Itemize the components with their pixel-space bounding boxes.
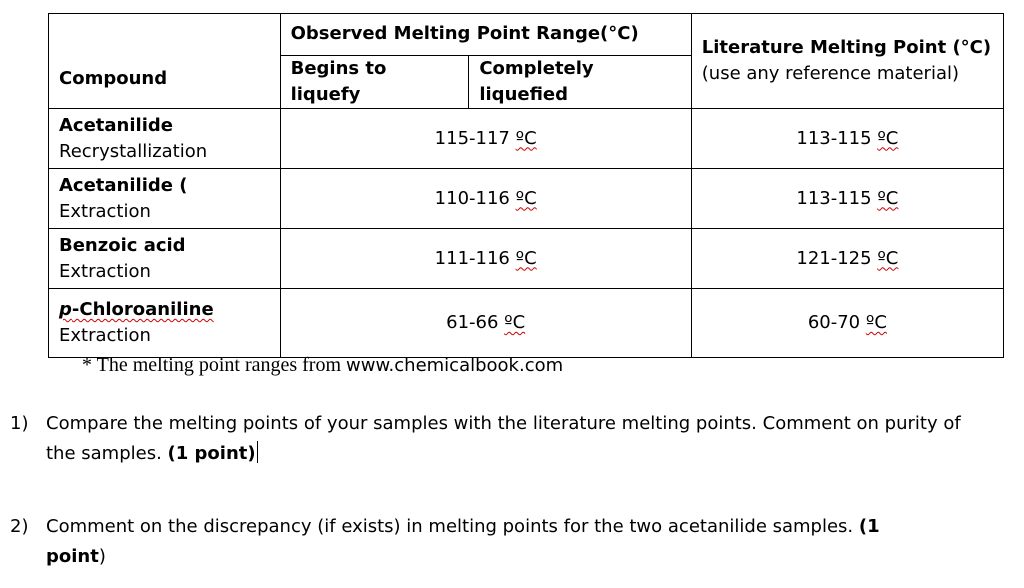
literature-cell: [691, 169, 1003, 229]
literature-unit: ºC: [877, 127, 899, 149]
question-2[interactable]: [10, 512, 990, 572]
question-body: Comment on the discrepancy (if exists) in melting points for the two acetanilide samples.: [46, 516, 859, 537]
literature-cell: [691, 229, 1003, 289]
table-row: [49, 229, 1004, 289]
compound-method: Extraction: [59, 260, 151, 282]
question-text[interactable]: [46, 409, 990, 469]
compound-name: Benzoic acid: [59, 234, 186, 256]
melting-point-table: [48, 13, 1004, 358]
observed-value: 111-116: [434, 247, 516, 269]
compound-name: Acetanilide: [59, 114, 173, 136]
observed-value: 115-117: [434, 127, 516, 149]
question-points-close: ): [98, 546, 106, 568]
observed-value: 110-116: [434, 187, 516, 209]
literature-unit: ºC: [877, 247, 899, 269]
observed-unit: ºC: [515, 187, 537, 209]
question-points-open: (1: [858, 516, 880, 537]
observed-value: 61-66: [446, 312, 505, 334]
header-literature-note: (use any reference material): [701, 63, 960, 85]
compound-method: Extraction: [59, 325, 151, 347]
compound-cell: [49, 109, 281, 169]
observed-unit: ºC: [515, 247, 537, 269]
question-text[interactable]: [46, 512, 990, 572]
observed-unit: ºC: [504, 312, 526, 334]
literature-value: 113-115: [796, 127, 878, 149]
header-literature: [691, 14, 1003, 109]
table-row: [49, 169, 1004, 229]
compound-cell: [49, 229, 281, 289]
literature-unit: ºC: [865, 312, 887, 334]
header-observed-range: Observed Melting Point Range(°C): [280, 14, 691, 56]
question-body: Compare the melting points of your samples with the literature melting points. Comment on purity of the samples.: [46, 413, 961, 465]
header-completely-liquefied: Completely liquefied: [469, 56, 691, 109]
question-points-word: point: [46, 546, 99, 568]
question-number: 2): [10, 516, 29, 537]
compound-name-prefix: p: [59, 299, 72, 321]
text-cursor: [257, 441, 259, 463]
table-row: [49, 289, 1004, 358]
header-literature-title: Literature Melting Point (°C): [701, 37, 992, 58]
observed-range-cell: [280, 229, 691, 289]
footnote-text: * The melting point ranges from: [82, 354, 347, 376]
compound-method: Extraction: [59, 200, 151, 222]
question-points: (1 point): [167, 443, 256, 465]
observed-range-cell: [280, 109, 691, 169]
observed-unit: ºC: [515, 127, 537, 149]
compound-cell: [49, 169, 281, 229]
table-row: [49, 109, 1004, 169]
literature-value: 121-125: [796, 247, 878, 269]
header-compound: Compound: [49, 14, 281, 109]
compound-name-rest: -Chloroaniline: [71, 299, 214, 321]
footnote-url: www.chemicalbook.com: [346, 355, 564, 376]
compound-name: [59, 297, 270, 323]
literature-cell: [691, 289, 1003, 358]
compound-name: Acetanilide (: [59, 174, 188, 196]
compound-cell: [49, 289, 281, 358]
header-begins-to-liquefy: Begins to liquefy: [280, 56, 469, 109]
compound-method: Recrystallization: [59, 140, 208, 162]
literature-value: 60-70: [807, 312, 866, 334]
question-1[interactable]: [10, 409, 990, 469]
literature-cell: [691, 109, 1003, 169]
literature-value: 113-115: [796, 187, 878, 209]
question-number: 1): [10, 413, 29, 434]
observed-range-cell: [280, 169, 691, 229]
observed-range-cell: [280, 289, 691, 358]
table-footnote: [82, 354, 563, 377]
literature-unit: ºC: [877, 187, 899, 209]
